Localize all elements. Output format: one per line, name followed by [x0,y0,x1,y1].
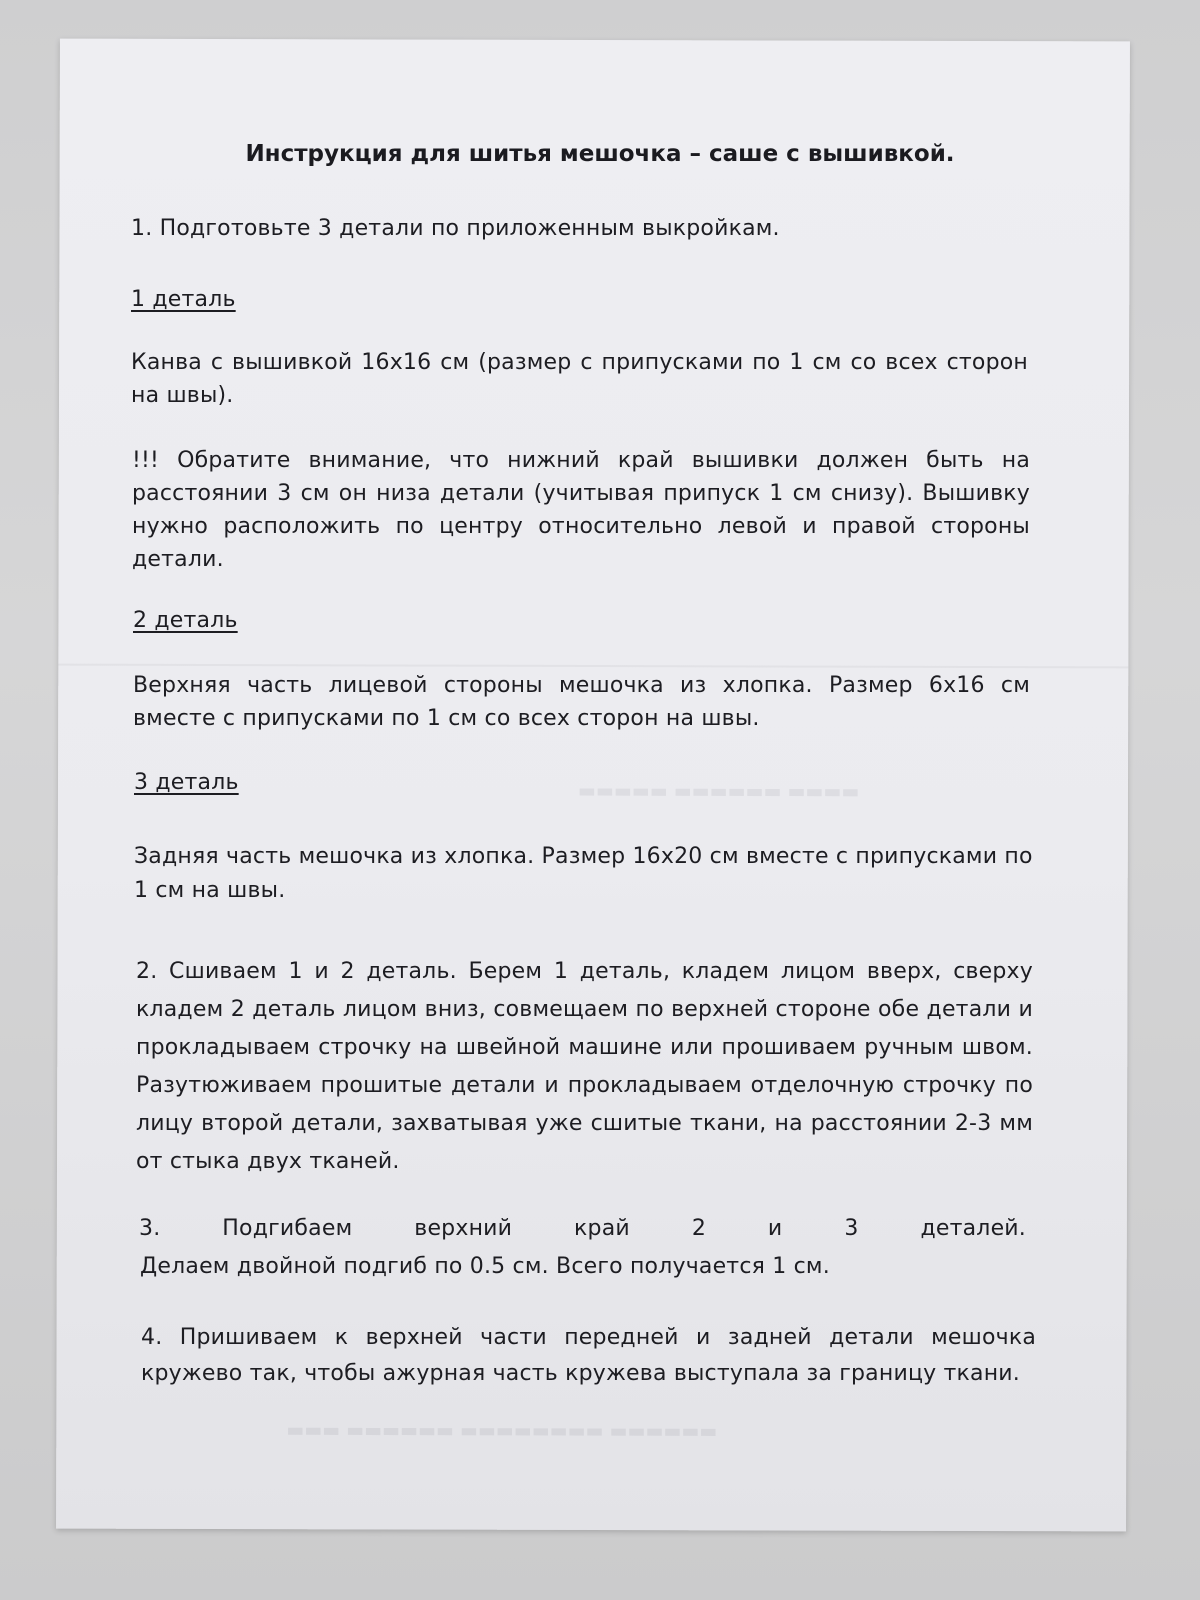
step-4-text: 4. Пришиваем к верхней части передней и задней детали мешочка кружево так, чтобы ажурная часть кружева выступала за границу ткани. [141,1325,1036,1386]
document-title: Инструкция для шитья мешочка – саше с вышивкой. [245,141,955,167]
paper-fold-line [58,664,1128,669]
part-1-heading: 1 деталь [131,287,236,312]
step-3-line-1: 3. Подгибаем верхний край 2 и 3 деталей. [139,1216,1026,1241]
part-1-note: !!! Обратите внимание, что нижний край вышивки должен быть на расстоянии 3 см он низа детали (учитывая припуск 1 см снизу). Вышивку нужно расположить по центру относительно левой и правой стороны детали. [132,448,1030,572]
part-2-heading: 2 деталь [133,608,238,633]
part-3-text: Задняя часть мешочка из хлопка. Размер 16х20 см вместе с припусками по 1 см на швы. [134,844,1033,903]
step-1-intro: 1. Подготовьте 3 детали по приложенным выкройкам. [131,216,780,241]
part-1-text: Канва с вышивкой 16х16 см (размер с припусками по 1 см со всех сторон на швы). [131,350,1028,408]
show-through-text-1: ▬▬▬▬ ▬▬▬▬▬▬ ▬▬▬▬▬ [577,779,860,803]
show-through-text-2: ▬▬▬▬▬▬ ▬▬▬▬▬▬▬▬ ▬▬▬▬▬▬ ▬▬▬ [286,1419,718,1443]
part-2-text: Верхняя часть лицевой стороны мешочка из хлопка. Размер 6х16 см вместе с припусками по 1 см со всех сторон на швы. [133,673,1030,731]
step-3-line-2: Делаем двойной подгиб по 0.5 см. Всего получается 1 см. [140,1254,830,1279]
part-3-heading: 3 деталь [134,770,239,795]
step-2-text: 2. Сшиваем 1 и 2 деталь. Берем 1 деталь, кладем лицом вверх, сверху кладем 2 деталь лицом вниз, совмещаем по верхней стороне обе детали и прокладываем строчку на швейной машине или прошиваем ручным швом. Разутюживаем прошитые детали и прокладываем отделочную строчку по лицу второй детали, захватывая уже сшитые ткани, на расстоянии 2-3 мм от стыка двух тканей. [136,959,1033,1174]
